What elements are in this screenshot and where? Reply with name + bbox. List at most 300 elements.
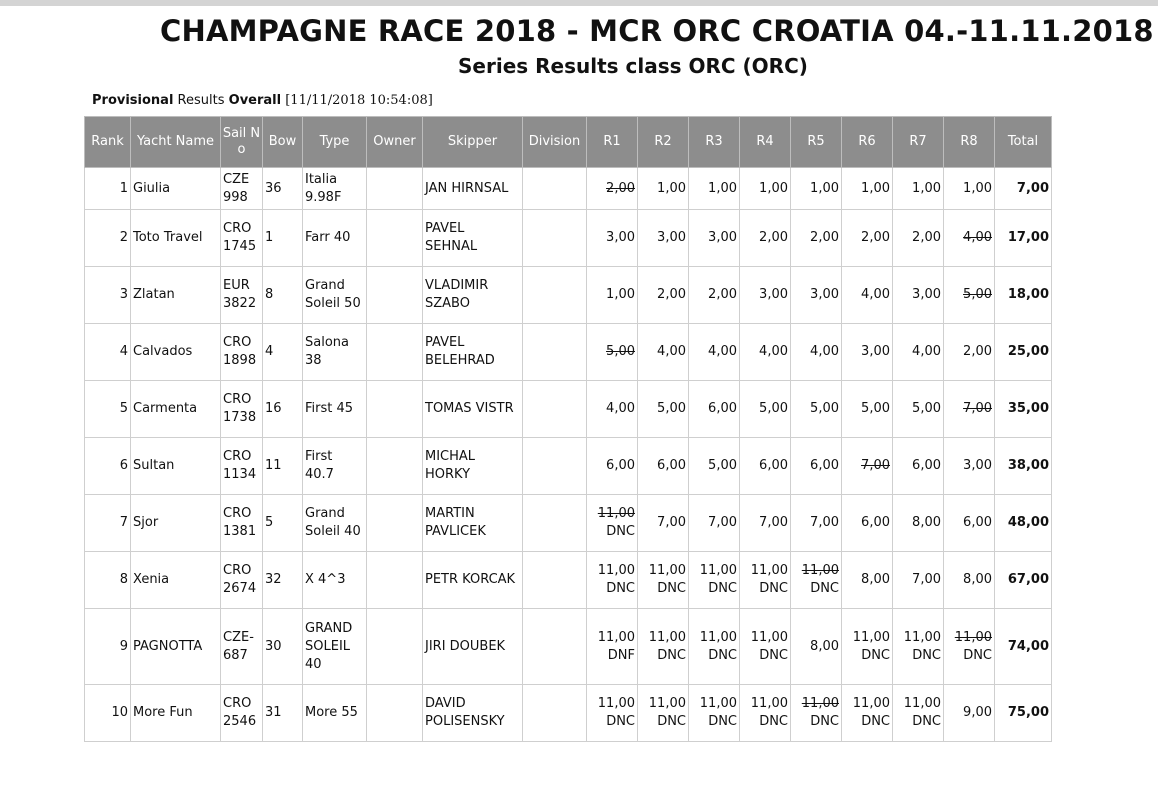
race-score: 4,00 bbox=[912, 344, 941, 359]
type-cell: Farr 40 bbox=[303, 210, 367, 267]
skipper-cell: PETR KORCAK bbox=[423, 552, 523, 609]
race-score: 8,00 bbox=[912, 515, 941, 530]
status-timestamp: [11/11/2018 10:54:08] bbox=[281, 93, 433, 108]
race-score: 5,00 bbox=[912, 401, 941, 416]
race-score-cell bbox=[842, 438, 893, 495]
race-score-cell bbox=[689, 267, 740, 324]
skipper-cell: DAVID POLISENSKY bbox=[423, 685, 523, 742]
total-cell: 17,00 bbox=[995, 210, 1052, 267]
penalty-code: DNC bbox=[657, 581, 686, 596]
owner-cell bbox=[367, 552, 423, 609]
owner-cell bbox=[367, 267, 423, 324]
race-score-cell bbox=[587, 210, 638, 267]
race-score: 6,00 bbox=[657, 458, 686, 473]
race-score: 5,00 bbox=[759, 401, 788, 416]
bow-cell: 31 bbox=[263, 685, 303, 742]
penalty-code: DNC bbox=[606, 524, 635, 539]
race-score: 3,00 bbox=[759, 287, 788, 302]
race-score-cell bbox=[944, 438, 995, 495]
race-score-cell bbox=[689, 324, 740, 381]
race-score-cell bbox=[842, 609, 893, 685]
rank-cell: 3 bbox=[85, 267, 131, 324]
rank-cell: 2 bbox=[85, 210, 131, 267]
race-score: 1,00 bbox=[912, 180, 941, 196]
status-results: Results bbox=[173, 93, 229, 108]
race-score: 3,00 bbox=[708, 230, 737, 245]
discarded-score: 5,00 bbox=[606, 344, 635, 359]
results-body bbox=[85, 168, 1052, 742]
rank-cell: 8 bbox=[85, 552, 131, 609]
yacht-name-cell: Giulia bbox=[131, 168, 221, 210]
race-score-cell bbox=[893, 495, 944, 552]
race-score: 11,00 bbox=[903, 629, 941, 645]
total-cell: 75,00 bbox=[995, 685, 1052, 742]
race-score: 4,00 bbox=[657, 344, 686, 359]
type-cell: More 55 bbox=[303, 685, 367, 742]
owner-cell bbox=[367, 210, 423, 267]
sail-no-cell: CRO 1898 bbox=[221, 324, 263, 381]
type-cell: Salona 38 bbox=[303, 324, 367, 381]
race-score-cell bbox=[944, 168, 995, 210]
owner-cell bbox=[367, 168, 423, 210]
race-score-cell bbox=[740, 168, 791, 210]
race-score-cell bbox=[638, 685, 689, 742]
race-score: 3,00 bbox=[606, 230, 635, 245]
discarded-score: 11,00 bbox=[954, 629, 992, 645]
discarded-score: 5,00 bbox=[963, 287, 992, 302]
yacht-name-cell: PAGNOTTA bbox=[131, 609, 221, 685]
type-cell: Italia 9.98F bbox=[303, 168, 367, 210]
bow-cell: 36 bbox=[263, 168, 303, 210]
race-score: 3,00 bbox=[810, 287, 839, 302]
penalty-code: DNC bbox=[606, 714, 635, 729]
table-row[interactable] bbox=[85, 267, 1052, 324]
owner-cell bbox=[367, 609, 423, 685]
skipper-cell: TOMAS VISTR bbox=[423, 381, 523, 438]
penalty-code: DNC bbox=[759, 714, 788, 729]
yacht-name-cell: More Fun bbox=[131, 685, 221, 742]
yacht-name-cell: Zlatan bbox=[131, 267, 221, 324]
race-score-cell bbox=[893, 609, 944, 685]
race-score: 7,00 bbox=[810, 515, 839, 530]
race-score: 4,00 bbox=[759, 344, 788, 359]
race-score: 3,00 bbox=[963, 458, 992, 473]
col-header-total[interactable]: Total bbox=[995, 117, 1052, 168]
division-cell bbox=[523, 381, 587, 438]
penalty-code: DNC bbox=[708, 647, 737, 663]
table-row[interactable] bbox=[85, 552, 1052, 609]
table-row[interactable] bbox=[85, 210, 1052, 267]
yacht-name-cell: Carmenta bbox=[131, 381, 221, 438]
race-score-cell bbox=[944, 495, 995, 552]
race-score-cell bbox=[740, 552, 791, 609]
sail-no-cell: CRO 2674 bbox=[221, 552, 263, 609]
race-score: 6,00 bbox=[606, 458, 635, 473]
skipper-cell: PAVEL BELEHRAD bbox=[423, 324, 523, 381]
race-score-cell bbox=[791, 168, 842, 210]
division-cell bbox=[523, 438, 587, 495]
col-header-r4[interactable]: R4 bbox=[740, 117, 791, 168]
penalty-code: DNC bbox=[657, 714, 686, 729]
bow-cell: 5 bbox=[263, 495, 303, 552]
col-header-r5[interactable]: R5 bbox=[791, 117, 842, 168]
table-row[interactable] bbox=[85, 168, 1052, 210]
race-score-cell bbox=[893, 552, 944, 609]
penalty-code: DNC bbox=[963, 647, 992, 663]
race-score-cell bbox=[689, 438, 740, 495]
race-score: 3,00 bbox=[861, 344, 890, 359]
type-cell: Grand Soleil 40 bbox=[303, 495, 367, 552]
sail-no-cell: CRO 1745 bbox=[221, 210, 263, 267]
penalty-code: DNC bbox=[606, 581, 635, 596]
race-score-cell bbox=[944, 210, 995, 267]
sail-no-cell: CRO 1381 bbox=[221, 495, 263, 552]
race-score-cell bbox=[638, 267, 689, 324]
race-score-cell bbox=[689, 210, 740, 267]
sail-no-cell: CRO 1738 bbox=[221, 381, 263, 438]
header-row bbox=[85, 117, 1052, 168]
race-score-cell bbox=[791, 381, 842, 438]
race-score: 11,00 bbox=[597, 563, 635, 578]
race-score: 2,00 bbox=[759, 230, 788, 245]
table-row[interactable] bbox=[85, 324, 1052, 381]
total-cell: 18,00 bbox=[995, 267, 1052, 324]
race-score-cell bbox=[638, 495, 689, 552]
race-score-cell bbox=[740, 381, 791, 438]
race-score: 11,00 bbox=[648, 696, 686, 711]
total-cell: 67,00 bbox=[995, 552, 1052, 609]
rank-cell: 6 bbox=[85, 438, 131, 495]
rank-cell: 10 bbox=[85, 685, 131, 742]
race-score: 11,00 bbox=[852, 696, 890, 711]
col-header-skipper[interactable]: Skipper bbox=[423, 117, 523, 168]
race-score-cell bbox=[740, 685, 791, 742]
race-score: 4,00 bbox=[606, 401, 635, 416]
race-score-cell bbox=[791, 438, 842, 495]
race-score-cell bbox=[893, 210, 944, 267]
race-score-cell bbox=[689, 381, 740, 438]
race-score-cell bbox=[842, 168, 893, 210]
race-score: 4,00 bbox=[861, 287, 890, 302]
race-score-cell bbox=[740, 267, 791, 324]
status-overall: Overall bbox=[228, 93, 282, 108]
race-score-cell bbox=[893, 685, 944, 742]
race-score-cell bbox=[587, 438, 638, 495]
bow-cell: 30 bbox=[263, 609, 303, 685]
race-score-cell bbox=[740, 609, 791, 685]
race-score: 6,00 bbox=[708, 401, 737, 416]
race-score-cell bbox=[689, 685, 740, 742]
race-score-cell bbox=[893, 438, 944, 495]
race-score-cell bbox=[638, 381, 689, 438]
race-score-cell bbox=[944, 324, 995, 381]
race-score-cell bbox=[791, 552, 842, 609]
race-score-cell bbox=[587, 267, 638, 324]
penalty-code: DNC bbox=[861, 714, 890, 729]
discarded-score: 11,00 bbox=[801, 696, 839, 711]
col-header-division[interactable]: Division bbox=[523, 117, 587, 168]
penalty-code: DNC bbox=[657, 647, 686, 663]
race-score: 11,00 bbox=[648, 563, 686, 578]
page-title: CHAMPAGNE RACE 2018 - MCR ORC CROATIA 04.-11.11.2018 bbox=[160, 14, 1154, 48]
col-header-sail-no[interactable]: Sail No bbox=[221, 117, 263, 168]
race-score-cell bbox=[842, 495, 893, 552]
race-score-cell bbox=[638, 552, 689, 609]
race-score: 5,00 bbox=[861, 401, 890, 416]
page-subtitle: Series Results class ORC (ORC) bbox=[458, 54, 808, 78]
race-score-cell bbox=[791, 495, 842, 552]
race-score-cell bbox=[842, 685, 893, 742]
total-cell: 25,00 bbox=[995, 324, 1052, 381]
penalty-code: DNC bbox=[861, 647, 890, 663]
race-score-cell bbox=[587, 495, 638, 552]
rank-cell: 4 bbox=[85, 324, 131, 381]
total-cell: 74,00 bbox=[995, 609, 1052, 685]
yacht-name-cell: Sultan bbox=[131, 438, 221, 495]
total-cell: 7,00 bbox=[995, 168, 1052, 210]
race-score: 1,00 bbox=[810, 180, 839, 196]
race-score: 4,00 bbox=[708, 344, 737, 359]
race-score-cell bbox=[944, 267, 995, 324]
race-score: 6,00 bbox=[963, 515, 992, 530]
col-header-r2[interactable]: R2 bbox=[638, 117, 689, 168]
owner-cell bbox=[367, 381, 423, 438]
race-score: 9,00 bbox=[963, 705, 992, 720]
table-row[interactable] bbox=[85, 438, 1052, 495]
division-cell bbox=[523, 495, 587, 552]
division-cell bbox=[523, 685, 587, 742]
skipper-cell: MICHAL HORKY bbox=[423, 438, 523, 495]
race-score-cell bbox=[791, 324, 842, 381]
race-score-cell bbox=[842, 381, 893, 438]
division-cell bbox=[523, 267, 587, 324]
col-header-r8[interactable]: R8 bbox=[944, 117, 995, 168]
race-score: 7,00 bbox=[708, 515, 737, 530]
discarded-score: 4,00 bbox=[963, 230, 992, 245]
sail-no-cell: EUR 3822 bbox=[221, 267, 263, 324]
race-score-cell bbox=[689, 552, 740, 609]
race-score-cell bbox=[944, 552, 995, 609]
race-score: 11,00 bbox=[750, 563, 788, 578]
results-table bbox=[84, 116, 1052, 742]
rank-cell: 1 bbox=[85, 168, 131, 210]
race-score: 1,00 bbox=[759, 180, 788, 196]
race-score: 2,00 bbox=[963, 344, 992, 359]
race-score-cell bbox=[791, 609, 842, 685]
skipper-cell: JAN HIRNSAL bbox=[423, 168, 523, 210]
division-cell bbox=[523, 210, 587, 267]
skipper-cell: VLADIMIR SZABO bbox=[423, 267, 523, 324]
type-cell: GRAND SOLEIL 40 bbox=[303, 609, 367, 685]
penalty-code: DNC bbox=[810, 714, 839, 729]
bow-cell: 4 bbox=[263, 324, 303, 381]
race-score: 6,00 bbox=[810, 458, 839, 473]
discarded-score: 7,00 bbox=[861, 458, 890, 473]
race-score-cell bbox=[638, 438, 689, 495]
yacht-name-cell: Calvados bbox=[131, 324, 221, 381]
penalty-code: DNC bbox=[759, 581, 788, 596]
race-score-cell bbox=[842, 267, 893, 324]
race-score: 2,00 bbox=[810, 230, 839, 245]
penalty-code: DNC bbox=[759, 647, 788, 663]
race-score-cell bbox=[740, 324, 791, 381]
discarded-score: 11,00 bbox=[597, 506, 635, 521]
race-score: 6,00 bbox=[759, 458, 788, 473]
race-score-cell bbox=[740, 210, 791, 267]
col-header-rank[interactable]: Rank bbox=[85, 117, 131, 168]
race-score: 11,00 bbox=[750, 629, 788, 645]
penalty-code: DNC bbox=[708, 714, 737, 729]
col-header-r3[interactable]: R3 bbox=[689, 117, 740, 168]
race-score: 5,00 bbox=[810, 401, 839, 416]
col-header-bow[interactable]: Bow bbox=[263, 117, 303, 168]
total-cell: 38,00 bbox=[995, 438, 1052, 495]
race-score-cell bbox=[587, 324, 638, 381]
race-score-cell bbox=[689, 609, 740, 685]
bow-cell: 32 bbox=[263, 552, 303, 609]
bow-cell: 1 bbox=[263, 210, 303, 267]
type-cell: First 45 bbox=[303, 381, 367, 438]
status-provisional: Provisional bbox=[92, 93, 174, 108]
owner-cell bbox=[367, 324, 423, 381]
race-score-cell bbox=[689, 168, 740, 210]
race-score-cell bbox=[689, 495, 740, 552]
bow-cell: 11 bbox=[263, 438, 303, 495]
type-cell: First 40.7 bbox=[303, 438, 367, 495]
race-score: 2,00 bbox=[657, 287, 686, 302]
col-header-owner[interactable]: Owner bbox=[367, 117, 423, 168]
table-row[interactable] bbox=[85, 685, 1052, 742]
type-cell: Grand Soleil 50 bbox=[303, 267, 367, 324]
race-score-cell bbox=[842, 552, 893, 609]
skipper-cell: MARTIN PAVLICEK bbox=[423, 495, 523, 552]
penalty-code: DNF bbox=[607, 647, 635, 663]
race-score: 3,00 bbox=[912, 287, 941, 302]
race-score: 2,00 bbox=[708, 287, 737, 302]
type-cell: X 4^3 bbox=[303, 552, 367, 609]
race-score: 11,00 bbox=[903, 696, 941, 711]
yacht-name-cell: Toto Travel bbox=[131, 210, 221, 267]
rank-cell: 5 bbox=[85, 381, 131, 438]
race-score-cell bbox=[893, 381, 944, 438]
race-score: 7,00 bbox=[759, 515, 788, 530]
race-score-cell bbox=[587, 609, 638, 685]
race-score: 11,00 bbox=[750, 696, 788, 711]
sail-no-cell: CZE-687 bbox=[221, 609, 263, 685]
race-score-cell bbox=[740, 438, 791, 495]
race-score-cell bbox=[791, 210, 842, 267]
penalty-code: DNC bbox=[912, 647, 941, 663]
sail-no-cell: CRO 2546 bbox=[221, 685, 263, 742]
race-score: 11,00 bbox=[699, 629, 737, 645]
race-score: 7,00 bbox=[657, 515, 686, 530]
total-cell: 48,00 bbox=[995, 495, 1052, 552]
discarded-score: 2,00 bbox=[606, 180, 635, 196]
col-header-r6[interactable]: R6 bbox=[842, 117, 893, 168]
race-score: 5,00 bbox=[657, 401, 686, 416]
table-row[interactable] bbox=[85, 381, 1052, 438]
results-status-line bbox=[92, 93, 433, 108]
race-score-cell bbox=[944, 685, 995, 742]
race-score: 11,00 bbox=[699, 563, 737, 578]
race-score-cell bbox=[587, 552, 638, 609]
race-score: 11,00 bbox=[597, 629, 635, 645]
penalty-code: DNC bbox=[810, 581, 839, 596]
col-header-yacht-name[interactable]: Yacht Name bbox=[131, 117, 221, 168]
race-score: 8,00 bbox=[810, 638, 839, 654]
race-score: 3,00 bbox=[657, 230, 686, 245]
race-score: 6,00 bbox=[861, 515, 890, 530]
race-score-cell bbox=[638, 168, 689, 210]
discarded-score: 11,00 bbox=[801, 563, 839, 578]
col-header-type[interactable]: Type bbox=[303, 117, 367, 168]
table-row[interactable] bbox=[85, 495, 1052, 552]
race-score-cell bbox=[893, 168, 944, 210]
race-score: 2,00 bbox=[861, 230, 890, 245]
col-header-r7[interactable]: R7 bbox=[893, 117, 944, 168]
bow-cell: 8 bbox=[263, 267, 303, 324]
race-score: 11,00 bbox=[699, 696, 737, 711]
race-score: 8,00 bbox=[963, 572, 992, 587]
sail-no-cell: CZE 998 bbox=[221, 168, 263, 210]
race-score: 1,00 bbox=[963, 180, 992, 196]
race-score-cell bbox=[587, 168, 638, 210]
col-header-r1[interactable]: R1 bbox=[587, 117, 638, 168]
race-score-cell bbox=[587, 685, 638, 742]
penalty-code: DNC bbox=[912, 714, 941, 729]
race-score-cell bbox=[587, 381, 638, 438]
race-score: 1,00 bbox=[606, 287, 635, 302]
division-cell bbox=[523, 324, 587, 381]
total-cell: 35,00 bbox=[995, 381, 1052, 438]
table-row[interactable] bbox=[85, 609, 1052, 685]
race-score: 11,00 bbox=[852, 629, 890, 645]
owner-cell bbox=[367, 685, 423, 742]
race-score-cell bbox=[842, 324, 893, 381]
race-score-cell bbox=[791, 267, 842, 324]
sail-no-cell: CRO 1134 bbox=[221, 438, 263, 495]
race-score: 11,00 bbox=[597, 696, 635, 711]
race-score: 8,00 bbox=[861, 572, 890, 587]
race-score-cell bbox=[638, 609, 689, 685]
race-score-cell bbox=[842, 210, 893, 267]
race-score: 1,00 bbox=[657, 180, 686, 196]
penalty-code: DNC bbox=[708, 581, 737, 596]
division-cell bbox=[523, 609, 587, 685]
race-score: 7,00 bbox=[912, 572, 941, 587]
skipper-cell: PAVEL SEHNAL bbox=[423, 210, 523, 267]
race-score: 5,00 bbox=[708, 458, 737, 473]
discarded-score: 7,00 bbox=[963, 401, 992, 416]
division-cell bbox=[523, 552, 587, 609]
race-score-cell bbox=[944, 609, 995, 685]
race-score-cell bbox=[791, 685, 842, 742]
race-score: 2,00 bbox=[912, 230, 941, 245]
race-score: 4,00 bbox=[810, 344, 839, 359]
division-cell bbox=[523, 168, 587, 210]
bow-cell: 16 bbox=[263, 381, 303, 438]
owner-cell bbox=[367, 495, 423, 552]
race-score-cell bbox=[638, 324, 689, 381]
race-score: 11,00 bbox=[648, 629, 686, 645]
rank-cell: 7 bbox=[85, 495, 131, 552]
race-score-cell bbox=[638, 210, 689, 267]
race-score: 1,00 bbox=[861, 180, 890, 196]
race-score-cell bbox=[740, 495, 791, 552]
yacht-name-cell: Sjor bbox=[131, 495, 221, 552]
race-score-cell bbox=[893, 324, 944, 381]
race-score: 1,00 bbox=[708, 180, 737, 196]
